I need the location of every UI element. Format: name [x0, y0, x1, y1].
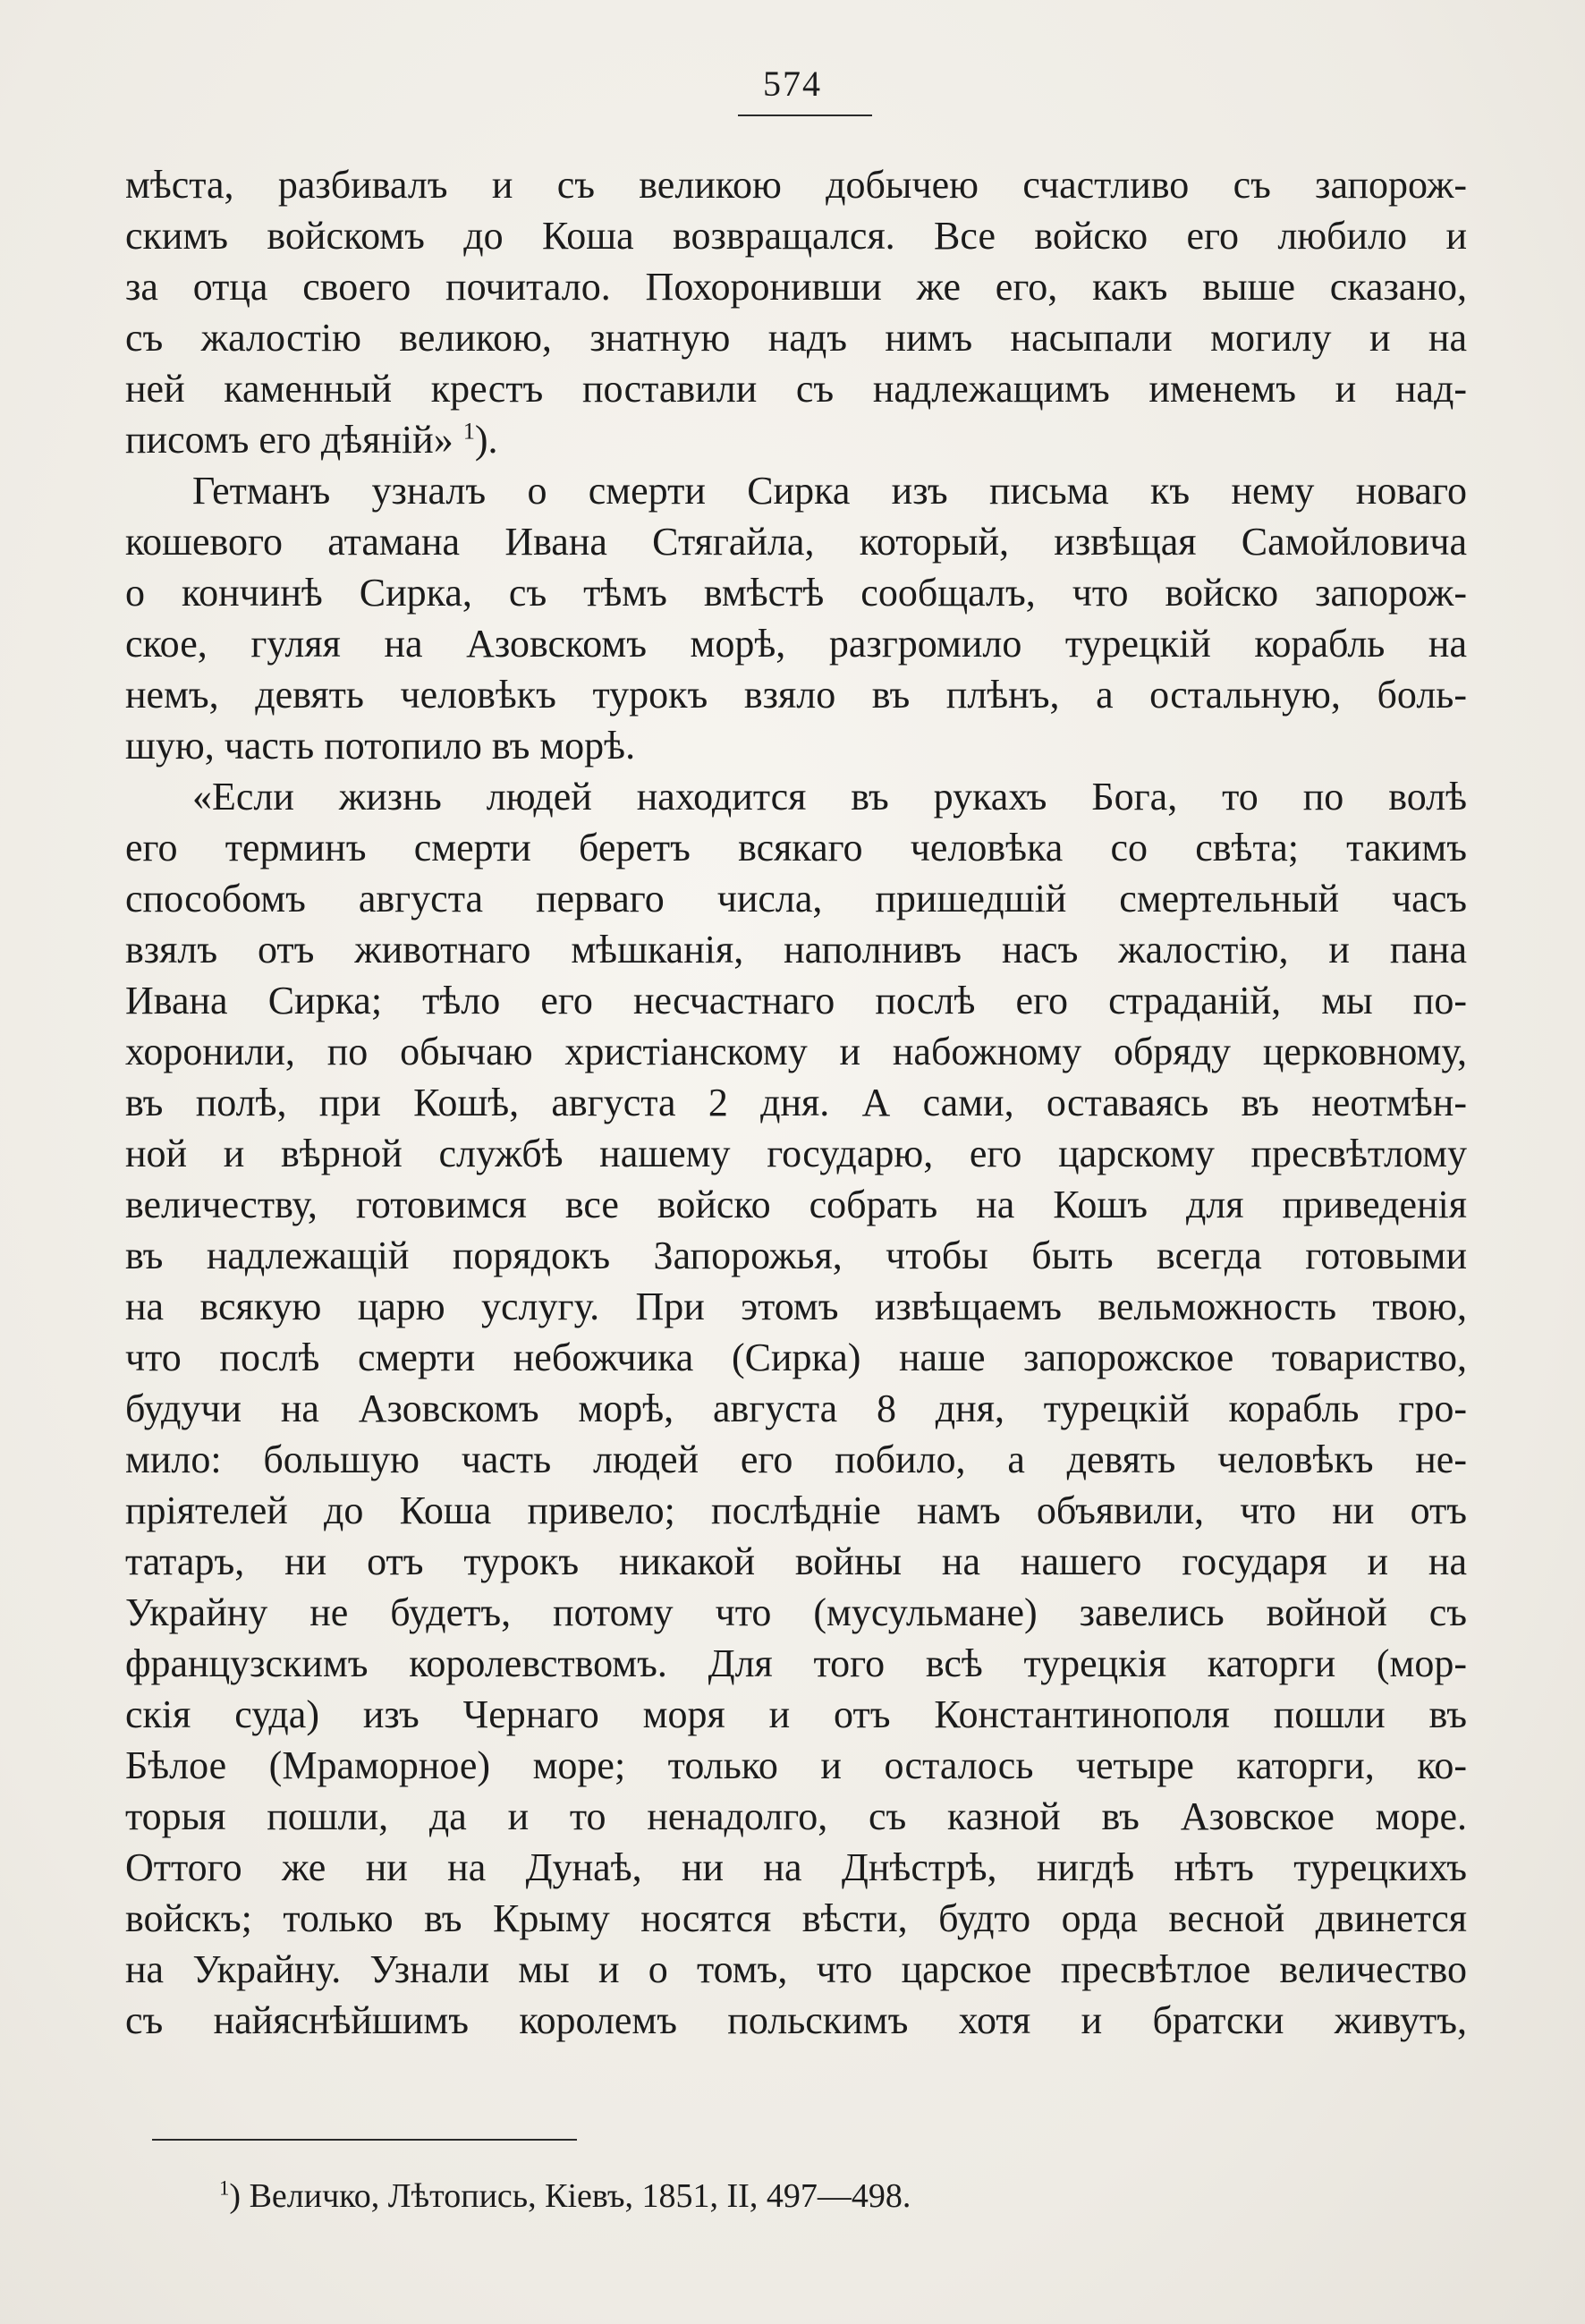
text-line: что послѣ смерти небожчика (Сирка) наше запорожское товариство,: [125, 1336, 1467, 1379]
footnote-reference: 1: [462, 417, 475, 445]
text-line: шую, часть потопило въ морѣ.: [125, 724, 636, 768]
footnote-text: Величко, Лѣтопись, Кіевъ, 1851, II, 497—498.: [249, 2177, 911, 2215]
text-line: Оттого же ни на Дунаѣ, ни на Днѣстрѣ, нигдѣ нѣтъ турецкихъ: [125, 1845, 1467, 1889]
page-number-rule: [738, 115, 872, 116]
text-line: скія суда) изъ Чернаго моря и отъ Константинополя пошли въ: [125, 1692, 1467, 1736]
footnote-marker: 1: [219, 2176, 230, 2200]
text-line: войскъ; только въ Крыму носятся вѣсти, будто орда весной двинется: [125, 1896, 1467, 1940]
text-line: хоронили, по обычаю христіанскому и набожному обряду церковному,: [125, 1030, 1467, 1073]
text-line: Украйну не будетъ, потому что (мусульмане) завелись войной съ: [125, 1590, 1467, 1634]
text-line: съ жалостію великою, знатную надъ нимъ насыпали могилу и на: [125, 316, 1467, 360]
text-line-with-footnote-ref: [125, 414, 1467, 465]
text-line-tail: ).: [474, 418, 498, 462]
text-line: Ивана Сирка; тѣло его несчастнаго послѣ его страданій, мы по-: [125, 979, 1467, 1022]
text-line: скимъ войскомъ до Коша возвращался. Все войско его любило и: [125, 214, 1467, 258]
text-line: пріятелей до Коша привело; послѣдніе намъ объявили, что ни отъ: [125, 1489, 1467, 1532]
footnote-separator: [152, 2139, 577, 2141]
footnote-marker-close: ): [229, 2177, 242, 2215]
text-line: «Если жизнь людей находится въ рукахъ Бога, то по волѣ: [192, 775, 1467, 818]
text-line: ское, гуляя на Азовскомъ морѣ, разгромило турецкій корабль на: [125, 622, 1467, 666]
text-line: Гетманъ узналъ о смерти Сирка изъ письма къ нему новаго: [192, 469, 1467, 513]
text-line: взялъ отъ животнаго мѣшканія, наполнивъ насъ жалостію, и пана: [125, 928, 1467, 971]
text-line: будучи на Азовскомъ морѣ, августа 8 дня, турецкій корабль гро-: [125, 1387, 1467, 1430]
text-line: на всякую царю услугу. При этомъ извѣщаемъ вельможность твою,: [125, 1285, 1467, 1328]
text-line: въ полѣ, при Кошѣ, августа 2 дня. А сами, оставаясь въ неотмѣн-: [125, 1081, 1467, 1124]
text-line: величеству, готовимся все войско собрать на Кошъ для приведенія: [125, 1183, 1467, 1226]
text-line: мило: большую часть людей его побило, а девять человѣкъ не-: [125, 1438, 1467, 1481]
text-line: писомъ его дѣяній»: [125, 418, 453, 462]
text-line: на Украйну. Узнали мы и о томъ, что царское пресвѣтлое величество: [125, 1947, 1467, 1991]
text-line: немъ, девять человѣкъ турокъ взяло въ плѣнъ, а остальную, боль-: [125, 673, 1467, 717]
text-line: о кончинѣ Сирка, съ тѣмъ вмѣстѣ сообщалъ, что войско запорож-: [125, 571, 1467, 615]
text-line: торыя пошли, да и то ненадолго, съ казной въ Азовское море.: [125, 1794, 1467, 1838]
text-line: ней каменный крестъ поставили съ надлежащимъ именемъ и над-: [125, 367, 1467, 411]
text-line: мѣста, разбивалъ и съ великою добычею счастливо съ запорож-: [125, 163, 1467, 207]
footnote: [219, 2174, 911, 2218]
text-line: за отца своего почитало. Похоронивши же его, какъ выше сказано,: [125, 265, 1467, 309]
text-line: французскимъ королевствомъ. Для того всѣ турецкія каторги (мор-: [125, 1641, 1467, 1685]
text-line: въ надлежащій порядокъ Запорожья, чтобы быть всегда готовыми: [125, 1234, 1467, 1277]
text-line: ной и вѣрной службѣ нашему государю, его царскому пресвѣтлому: [125, 1132, 1467, 1175]
page-number: 574: [763, 64, 822, 104]
text-line: кошевого атамана Ивана Стягайла, который, извѣщая Самойловича: [125, 520, 1467, 564]
text-line: способомъ августа перваго числа, пришедшій смертельный часъ: [125, 877, 1467, 920]
main-text: [125, 159, 1467, 2046]
text-line: татаръ, ни отъ турокъ никакой войны на нашего государя и на: [125, 1539, 1467, 1583]
text-line: его терминъ смерти беретъ всякаго человѣка со свѣта; такимъ: [125, 826, 1467, 869]
text-line: съ найяснѣйшимъ королемъ польскимъ хотя и братски живутъ,: [125, 1998, 1467, 2042]
text-line: Бѣлое (Мраморное) море; только и осталось четыре каторги, ко-: [125, 1743, 1467, 1787]
